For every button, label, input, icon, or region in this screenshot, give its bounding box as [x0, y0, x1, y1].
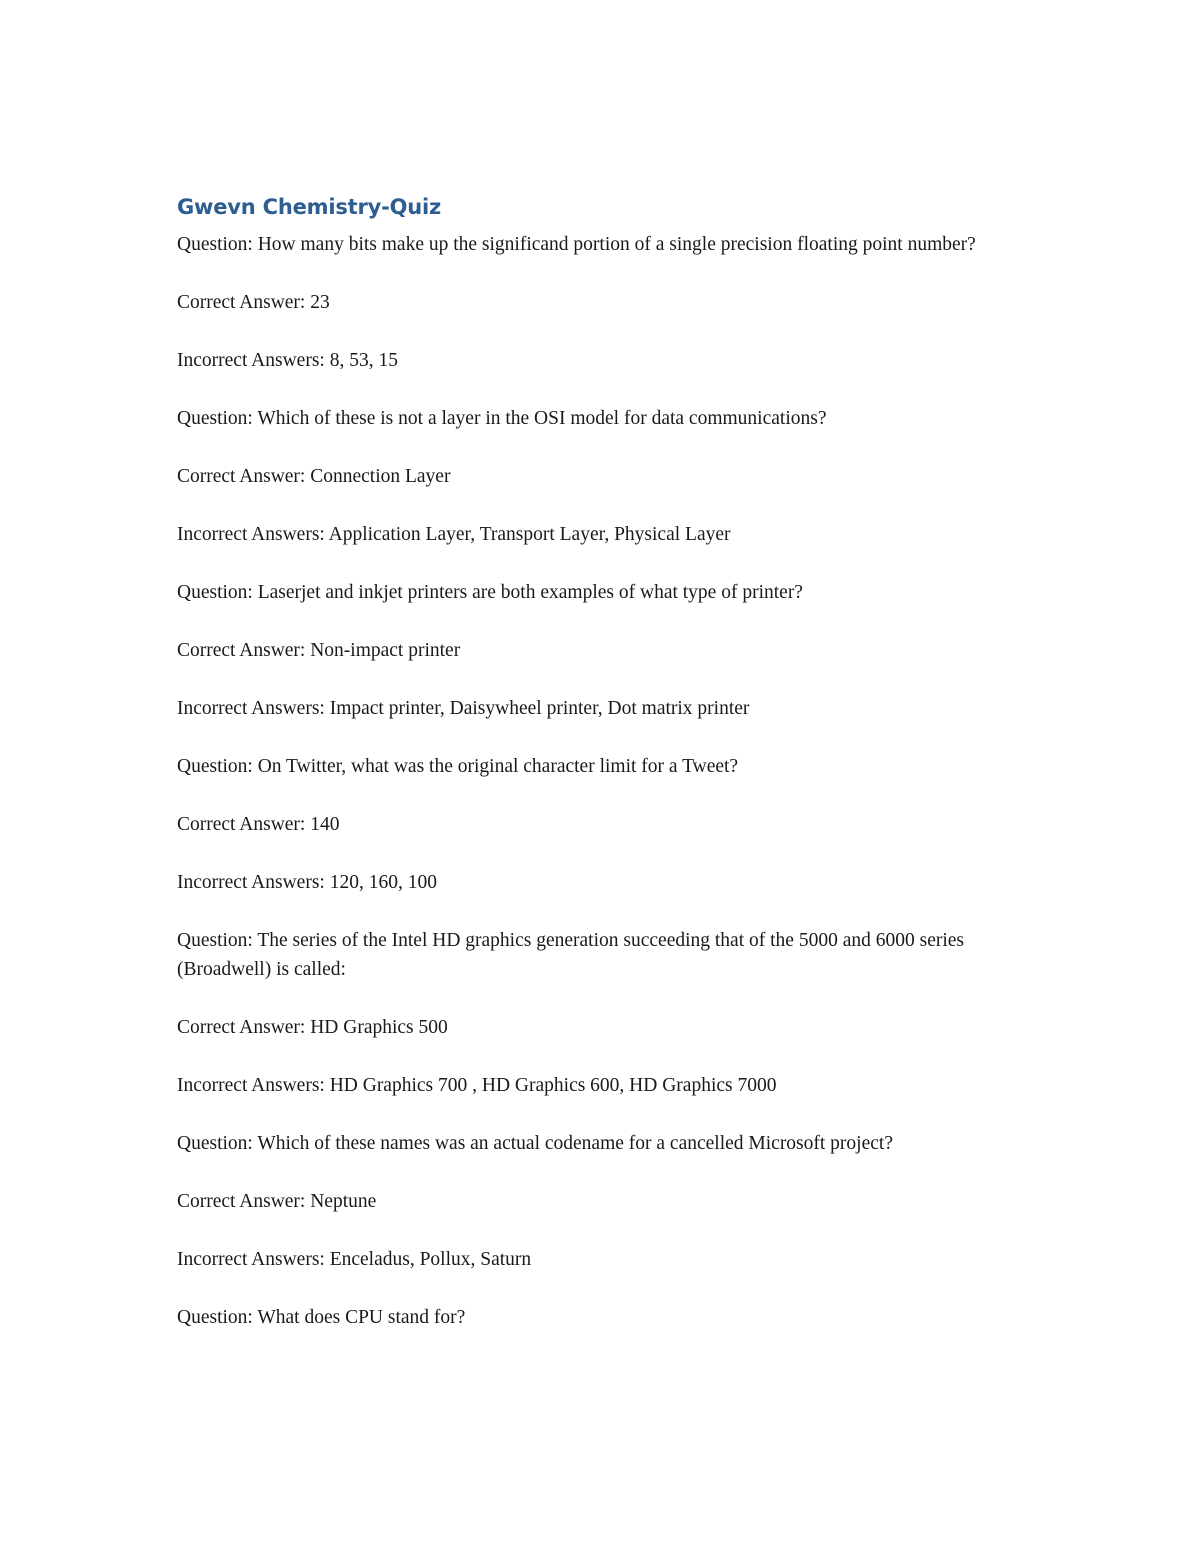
incorrect-answers-4: Incorrect Answers: 120, 160, 100: [177, 872, 437, 893]
question-4: Question: On Twitter, what was the original character limit for a Tweet?: [177, 756, 739, 777]
incorrect-answers-2: Incorrect Answers: Application Layer, Transport Layer, Physical Layer: [177, 524, 731, 545]
question-7: Question: What does CPU stand for?: [177, 1307, 466, 1328]
correct-answer-6: Correct Answer: Neptune: [177, 1191, 377, 1212]
document-title: Gwevn Chemistry-Quiz: [177, 195, 442, 219]
incorrect-answers-5: Incorrect Answers: HD Graphics 700 , HD Graphics 600, HD Graphics 7000: [177, 1075, 777, 1096]
incorrect-answers-1: Incorrect Answers: 8, 53, 15: [177, 350, 398, 371]
question-3: Question: Laserjet and inkjet printers are both examples of what type of printer?: [177, 582, 803, 603]
correct-answer-3: Correct Answer: Non-impact printer: [177, 640, 461, 661]
document-body: [177, 192, 1037, 1361]
correct-answer-1: Correct Answer: 23: [177, 292, 330, 313]
question-2: Question: Which of these is not a layer in the OSI model for data communications?: [177, 408, 827, 429]
incorrect-answers-3: Incorrect Answers: Impact printer, Daisywheel printer, Dot matrix printer: [177, 698, 750, 719]
question-6: Question: Which of these names was an actual codename for a cancelled Microsoft project?: [177, 1133, 893, 1154]
incorrect-answers-6: Incorrect Answers: Enceladus, Pollux, Saturn: [177, 1249, 532, 1270]
question-1: Question: How many bits make up the significand portion of a single precision floating point number?: [177, 234, 976, 255]
correct-answer-4: Correct Answer: 140: [177, 814, 340, 835]
correct-answer-2: Correct Answer: Connection Layer: [177, 466, 451, 487]
question-5: Question: The series of the Intel HD graphics generation succeeding that of the 5000 and 6000 series (Broadwell) is called:: [177, 930, 964, 980]
correct-answer-5: Correct Answer: HD Graphics 500: [177, 1017, 448, 1038]
